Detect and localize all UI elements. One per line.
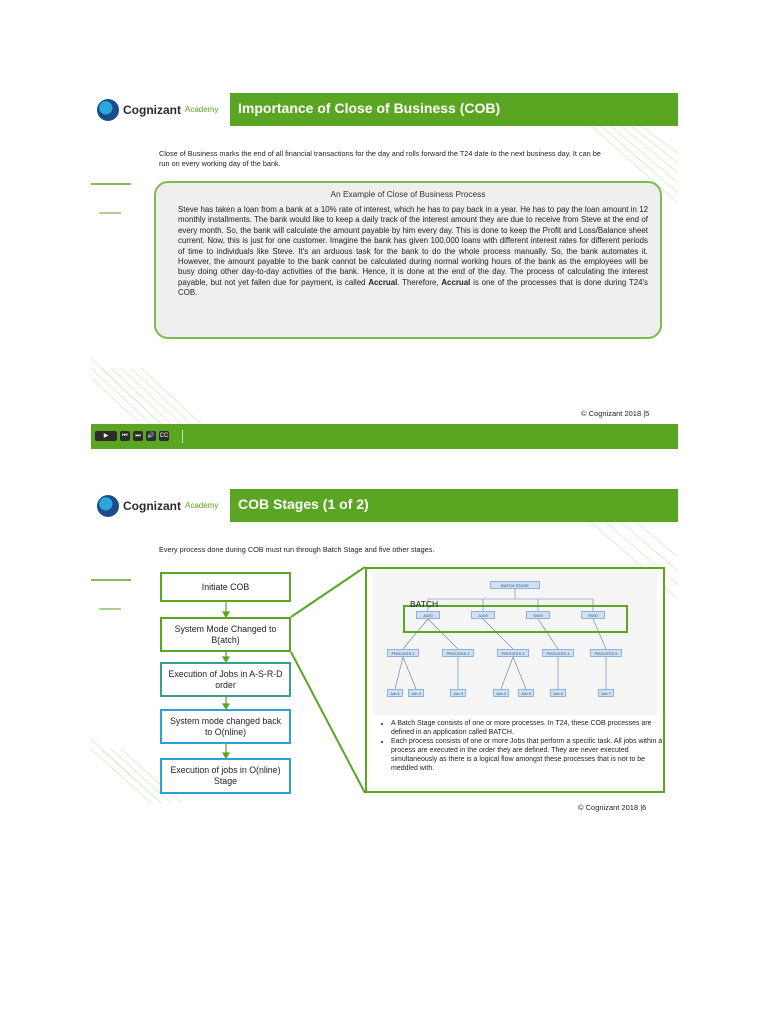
player-control-bar <box>91 424 678 449</box>
stage-node-r000: R000 <box>581 611 605 619</box>
example-title: An Example of Close of Business Process <box>330 189 486 199</box>
brand-name: Cognizant <box>123 499 181 513</box>
job-node-2: Job 2 <box>408 689 424 697</box>
rewind-button[interactable]: ⏮ <box>120 431 130 441</box>
job-node-4: Job 4 <box>493 689 509 697</box>
slide-title: COB Stages (1 of 2) <box>238 496 369 512</box>
job-node-5: Job 5 <box>518 689 534 697</box>
stage-initiate-cob: Initiate COB <box>160 572 291 602</box>
play-button[interactable]: ▶ <box>95 431 117 441</box>
stage-node-s000: S000 <box>526 611 550 619</box>
intro-text: Every process done during COB must run through Batch Stage and five other stages. <box>159 545 435 554</box>
note-item: • A Batch Stage consists of one or more processes. In T24, these COB processes are defined in an application called BATCH. <box>391 719 669 737</box>
example-text-3: is one of the processes that is done during T24's COB. <box>178 277 648 298</box>
stage-execution-online: Execution of jobs in O(nline) Stage <box>160 758 291 794</box>
stage-execution-asrd: Execution of Jobs in A-S-R-D order <box>160 662 291 697</box>
note-item: • Each process consists of one or more Jobs that perform a specific task. All jobs within a process are executed in the order they are defined. They are never executed simultaneously as there is a logical flow amongst these processes that is not to be meddled with. <box>391 737 669 773</box>
copyright: © Cognizant 2018 |6 <box>578 803 647 812</box>
example-body <box>178 205 648 299</box>
forward-button[interactable]: ⏭ <box>133 431 143 441</box>
stage-system-mode-online: System mode changed back to O(nline) <box>160 709 291 744</box>
brand-name: Cognizant <box>123 103 181 117</box>
job-node-7: Job 7 <box>598 689 614 697</box>
process-node-3: PROCESS 3 <box>497 649 529 657</box>
slide-cob-stages <box>91 489 678 823</box>
job-node-6: Job 6 <box>550 689 566 697</box>
stage-node-a100-2: A100 <box>471 611 495 619</box>
cognizant-logo-icon <box>97 495 119 517</box>
cognizant-logo-icon <box>97 99 119 121</box>
process-node-1: PROCESS 1 <box>387 649 419 657</box>
accrual-term-1: Accrual <box>368 277 398 287</box>
intro-text: Close of Business marks the end of all financial transactions for the day and rolls forward the T24 date to the next business day. It can be run on every working day of the bank. <box>159 149 601 168</box>
example-text-2: . Therefore, <box>397 277 442 287</box>
accrual-term-2: Accrual <box>441 277 471 287</box>
job-node-3: Job 3 <box>450 689 466 697</box>
batch-stage-frame <box>365 567 665 793</box>
slide-header <box>91 489 678 522</box>
slide-title: Importance of Close of Business (COB) <box>238 100 501 116</box>
example-text-1: Steve has taken a loan from a bank at a 10% rate of interest, which he has to pay back in a year. He has to pay the loan amount in 12 monthly installments. The bank would like to keep a daily track of the interest amount they are due to receive from Steve at the end of every month. So, the bank will calculate the amount payable by him every day. This is done to keep the Profit and Loss/Balance sheet current. Now, this is just for one customer. Imagine the bank has given 100,000 loans with different interest rates for different periods of time to individuals like Steve. It's an arduous task for the bank to do the whole process manually. So, the bank automates it. However, the amount payable to the bank cannot be calculated during normal working hours of the bank as the employees will be busy doing other day-to-day activities of the bank. Hence, it is done at the end of the day. The process of calculating the interest payable, but not yet fallen due for payment, is called <box>178 205 648 287</box>
captions-button[interactable]: CC <box>159 433 169 439</box>
slide-header <box>91 93 678 126</box>
stage-node-a100-1: A100 <box>416 611 440 619</box>
slide-importance-of-cob <box>91 93 678 449</box>
volume-button[interactable]: 🔊 <box>147 433 155 439</box>
job-node-1: Job 1 <box>387 689 403 697</box>
player-controls <box>95 431 169 441</box>
batch-label: BATCH <box>410 599 439 609</box>
copyright: © Cognizant 2018 |5 <box>581 409 650 418</box>
batch-notes <box>379 719 669 773</box>
batch-diagram <box>373 573 657 715</box>
process-node-2: PROCESS 2 <box>442 649 474 657</box>
brand-sub: Academy <box>185 501 219 510</box>
process-node-4: PROCESS 4 <box>542 649 574 657</box>
stage-system-mode-batch: System Mode Changed to B(atch) <box>160 617 291 652</box>
batch-stage-node: BATCH STAGE <box>490 581 540 589</box>
process-node-5: PROCESS 5 <box>590 649 622 657</box>
example-box <box>154 181 662 339</box>
control-divider <box>182 430 183 443</box>
brand-sub: Academy <box>185 105 219 114</box>
